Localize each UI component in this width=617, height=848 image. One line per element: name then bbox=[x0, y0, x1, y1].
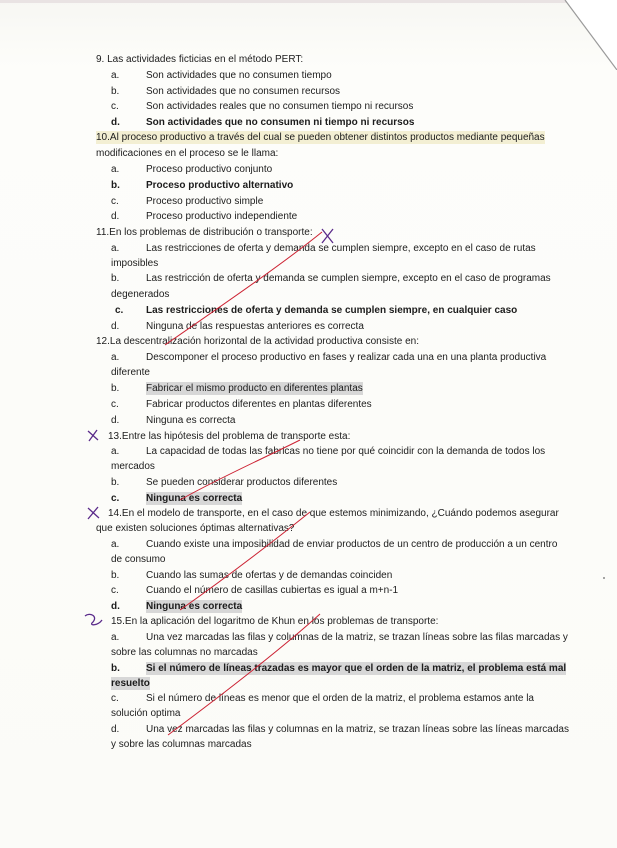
q9-option-b-letter: b. bbox=[111, 86, 120, 97]
q11-option-d: Ninguna de las respuestas anteriores es correcta bbox=[146, 321, 364, 332]
q10-option-c: Proceso productivo simple bbox=[146, 196, 264, 207]
q9-option-d-letter: d. bbox=[111, 117, 120, 128]
question-14-stem-line1: 14.En el modelo de transporte, en el caso de que estemos minimizando, ¿Cuándo podemos asegurar bbox=[108, 508, 559, 519]
q10-option-c-letter: c. bbox=[111, 196, 119, 207]
q13-x-mark-icon bbox=[88, 430, 98, 441]
question-12-stem: 12.La descentralización horizontal de la actividad productiva consiste en: bbox=[96, 336, 419, 347]
q11-option-b: Las restricción de oferta y demanda se cumplen siempre, excepto en el caso de programas bbox=[146, 273, 551, 284]
q14-option-a: Cuando existe una imposibilidad de enviar productos de un centro de producción a un centro bbox=[146, 539, 558, 550]
q9-option-a: Son actividades que no consumen tiempo bbox=[146, 70, 332, 81]
q13-option-c-letter: c. bbox=[111, 493, 120, 504]
q11-option-a-cont: imposibles bbox=[111, 258, 159, 269]
q15-option-c: Si el número de líneas es menor que el orden de la matriz, el problema estamos ante la bbox=[146, 693, 534, 704]
q9-option-a-letter: a. bbox=[111, 70, 120, 81]
q14-option-d-letter: d. bbox=[111, 601, 120, 612]
q12-option-b-letter: b. bbox=[111, 383, 120, 394]
q15-option-a-cont: sobre las columnas no marcadas bbox=[111, 647, 258, 658]
q13-option-c: Ninguna es correcta bbox=[146, 493, 243, 504]
question-15-stem: 15.En la aplicación del logaritmo de Khun en los problemas de transporte: bbox=[111, 616, 439, 627]
q9-option-c-letter: c. bbox=[111, 101, 119, 112]
q10-option-d-letter: d. bbox=[111, 211, 120, 222]
question-14-stem-line2: que existen soluciones óptimas alternativas? bbox=[96, 523, 295, 534]
question-13-stem: 13.Entre las hipótesis del problema de transporte esta: bbox=[108, 431, 351, 442]
q14-option-b: Cuando las sumas de ofertas y de demandas coinciden bbox=[146, 570, 393, 581]
q15-option-d-letter: d. bbox=[111, 724, 120, 735]
q13-strike-line bbox=[180, 440, 300, 500]
q14-option-c-letter: c. bbox=[111, 585, 119, 596]
q15-option-b: Si el número de líneas trazadas es mayor que el orden de la matriz, el problema está mal bbox=[146, 663, 567, 674]
q11-option-c-letter: c. bbox=[115, 305, 124, 316]
q13-option-b-letter: b. bbox=[111, 477, 120, 488]
q10-option-d: Proceso productivo independiente bbox=[146, 211, 298, 222]
q11-strike-line bbox=[165, 232, 322, 345]
q11-option-b-cont: degenerados bbox=[111, 289, 170, 300]
q10-option-b: Proceso productivo alternativo bbox=[146, 180, 294, 191]
q14-option-b-letter: b. bbox=[111, 570, 120, 581]
q14-option-d: Ninguna es correcta bbox=[146, 601, 243, 612]
q11-option-b-letter: b. bbox=[111, 273, 120, 284]
q14-strike-line bbox=[180, 512, 310, 610]
question-10-stem-line2: modificaciones en el proceso se le llama: bbox=[96, 148, 279, 159]
q11-option-d-letter: d. bbox=[111, 321, 120, 332]
question-11-stem: 11.En los problemas de distribución o transporte: bbox=[96, 227, 313, 238]
q14-option-a-cont: de consumo bbox=[111, 554, 166, 565]
q14-option-a-letter: a. bbox=[111, 539, 120, 550]
q11-option-a-letter: a. bbox=[111, 243, 120, 254]
q15-option-a: Una vez marcadas las filas y columnas de la matriz, se trazan líneas sobre las filas marcadas y bbox=[146, 632, 568, 643]
q15-correct-mark-icon bbox=[85, 614, 102, 624]
q12-option-c-letter: c. bbox=[111, 399, 119, 410]
q12-option-d: Ninguna es correcta bbox=[146, 415, 236, 426]
q15-option-b-letter: b. bbox=[111, 663, 120, 674]
question-10-stem-line1: 10.Al proceso productivo a través del cual se pueden obtener distintos productos mediante pequeñas bbox=[96, 132, 545, 143]
q15-strike-line bbox=[168, 614, 320, 735]
q15-option-d-cont: y sobre las columnas marcadas bbox=[111, 739, 252, 750]
q12-option-d-letter: d. bbox=[111, 415, 120, 426]
q14-x-mark-icon bbox=[88, 507, 99, 519]
q11-option-c: Las restricciones de oferta y demanda se cumplen siempre, en cualquier caso bbox=[146, 305, 518, 316]
q10-option-b-letter: b. bbox=[111, 180, 120, 191]
scan-speck bbox=[603, 577, 605, 579]
q9-option-d: Son actividades que no consumen ni tiempo ni recursos bbox=[146, 117, 415, 128]
q15-option-c-letter: c. bbox=[111, 693, 119, 704]
q11-option-a: Las restricciones de oferta y demanda se cumplen siempre, excepto en el caso de rutas bbox=[146, 243, 536, 254]
q13-option-a-cont: mercados bbox=[111, 461, 155, 472]
q12-option-a-cont: diferente bbox=[111, 367, 150, 378]
q12-option-a-letter: a. bbox=[111, 352, 120, 363]
q13-option-b: Se pueden considerar productos diferentes bbox=[146, 477, 338, 488]
q13-option-a: La capacidad de todas las fabricas no tiene por qué coincidir con la demanda de todos los bbox=[146, 446, 546, 457]
q10-option-a-letter: a. bbox=[111, 164, 120, 175]
q9-option-b: Son actividades que no consumen recursos bbox=[146, 86, 341, 97]
q12-option-a: Descomponer el proceso productivo en fases y realizar cada una en una planta productiva bbox=[146, 352, 547, 363]
q13-option-a-letter: a. bbox=[111, 446, 120, 457]
q11-x-mark-icon bbox=[322, 229, 333, 243]
q9-option-c: Son actividades reales que no consumen tiempo ni recursos bbox=[146, 101, 414, 112]
q15-option-d: Una vez marcadas las filas y columnas en la matriz, se trazan líneas sobre las líneas marcadas bbox=[146, 724, 569, 735]
question-9-stem: 9. Las actividades ficticias en el método PERT: bbox=[96, 54, 304, 65]
q15-option-c-cont: solución optima bbox=[111, 708, 181, 719]
q10-option-a: Proceso productivo conjunto bbox=[146, 164, 273, 175]
q12-option-b: Fabricar el mismo producto en diferentes plantas bbox=[146, 383, 363, 394]
q15-option-b-cont: resuelto bbox=[111, 678, 150, 689]
q15-option-a-letter: a. bbox=[111, 632, 120, 643]
q12-option-c: Fabricar productos diferentes en plantas diferentes bbox=[146, 399, 372, 410]
q14-option-c: Cuando el número de casillas cubiertas es igual a m+n-1 bbox=[146, 585, 399, 596]
